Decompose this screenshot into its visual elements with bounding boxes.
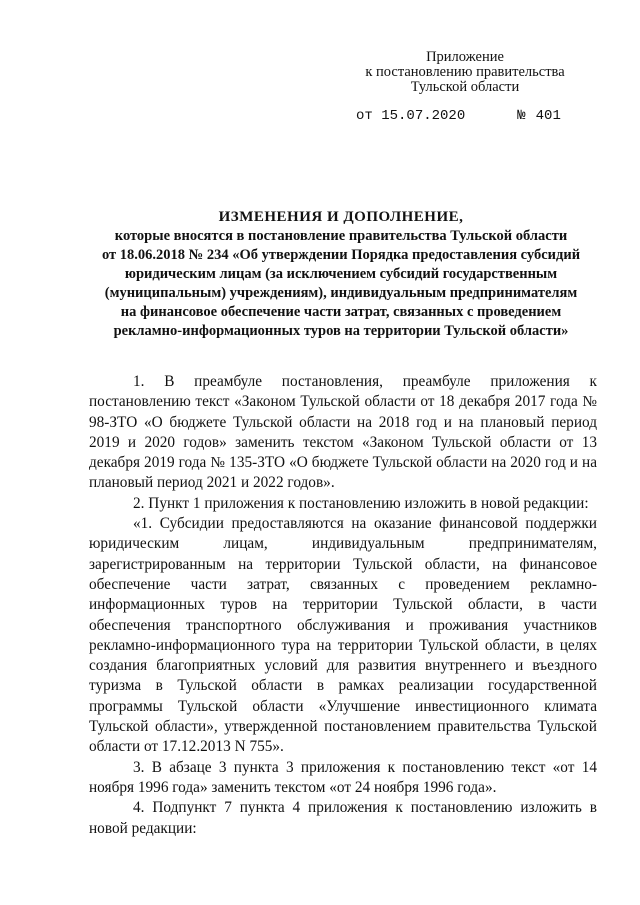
appendix-line: Тульской области xyxy=(410,79,520,95)
document-date: 15.07.2020 xyxy=(381,108,466,124)
body-paragraph: 1. В преамбуле постановления, преамбуле приложения к постановлению текст «Законом Тульской области от 18 декабря 2017 года № 98-ЗТО «О бюджете Тульской области на 2018 год и на плановый период 2019 и 2020 годов» заменить текстом «Законом Тульской области от 13 декабря 2019 года № 135-ЗТО «О бюджете Тульской области на 2020 год и на плановый период 2021 и 2022 годов». xyxy=(89,373,597,492)
document-title xyxy=(86,208,596,341)
appendix-line: к постановлению правительства xyxy=(365,64,565,80)
title-line: на финансовое обеспечение части затрат, связанных с проведением xyxy=(120,304,562,320)
title-line: юридическим лицам (за исключением субсидий государственным xyxy=(124,266,558,282)
title-line: (муниципальным) учреждениям), индивидуальным предпринимателям xyxy=(104,285,578,301)
number-label: № xyxy=(517,108,526,124)
title-line: рекламно-информационных туров на территории Тульской области» xyxy=(113,323,569,339)
document-body xyxy=(89,372,597,839)
title-line: от 18.06.2018 № 234 «Об утверждении Порядка предоставления субсидий xyxy=(101,247,581,263)
appendix-header xyxy=(350,50,580,95)
body-paragraph: 4. Подпункт 7 пункта 4 приложения к постановлению изложить в новой редакции: xyxy=(89,799,597,837)
appendix-line: Приложение xyxy=(426,49,504,65)
document-date-number xyxy=(356,108,561,124)
document-number: 401 xyxy=(535,108,561,124)
title-heading: ИЗМЕНЕНИЯ И ДОПОЛНЕНИЕ, xyxy=(218,209,464,225)
body-paragraph: 2. Пункт 1 приложения к постановлению изложить в новой редакции: xyxy=(133,494,589,512)
date-prefix: от xyxy=(356,108,373,124)
title-line: которые вносятся в постановление правительства Тульской области xyxy=(114,228,568,244)
body-paragraph: «1. Субсидии предоставляются на оказание финансовой поддержки юридическим лицам, индивидуальным предпринимателям, зарегистрированным на территории Тульской области, на финансовое обеспечение части затрат, связанных с проведением рекламно-информационных туров на территории Тульской области, в части обеспечения транспортного обслуживания и проживания участников рекламно-информационного тура на территории Тульской области, в целях создания благоприятных условий для развития внутреннего и въездного туризма в Тульской области в рамках реализации государственной программы Тульской области «Улучшение инвестиционного климата Тульской области», утвержденной постановлением правительства Тульской области от 17.12.2013 N 755». xyxy=(89,515,597,756)
body-paragraph: 3. В абзаце 3 пункта 3 приложения к постановлению текст «от 14 ноября 1996 года» заменить текстом «от 24 ноября 1996 года». xyxy=(89,758,597,796)
